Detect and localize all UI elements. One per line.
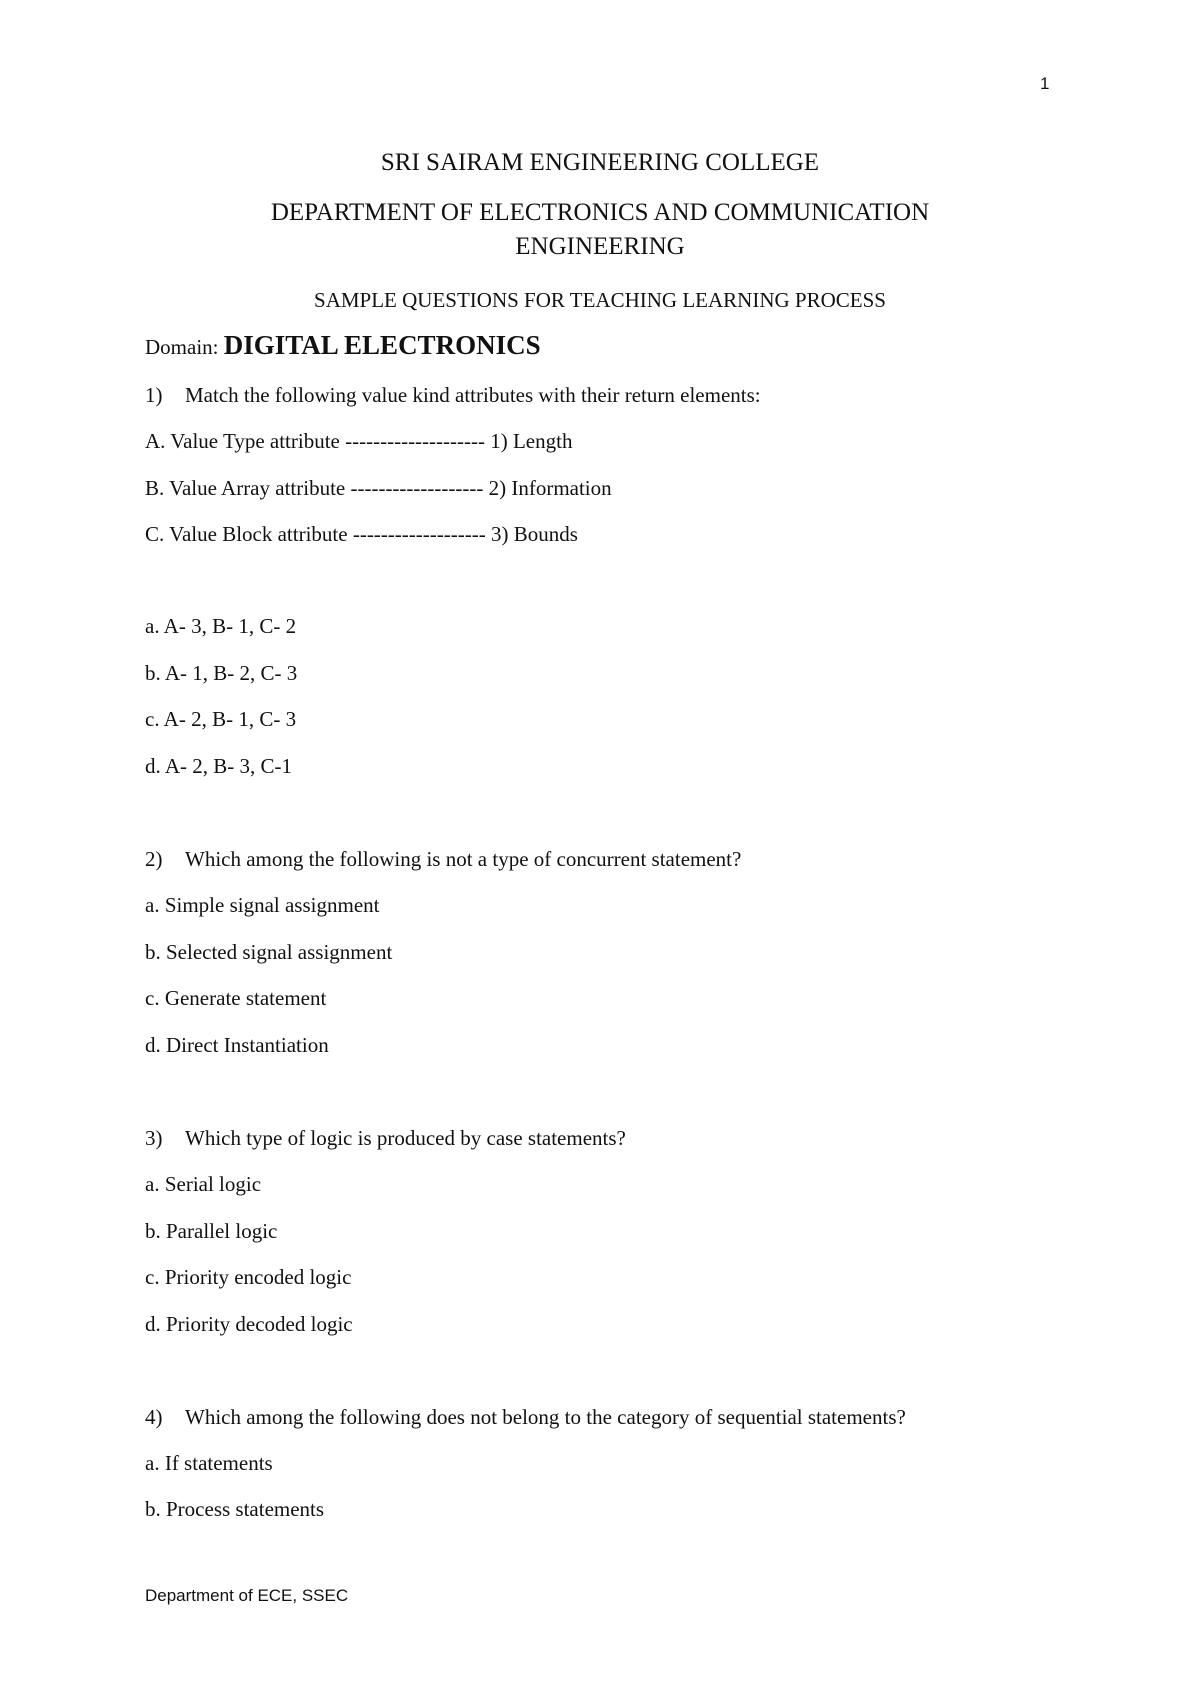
question-text: Which among the following is not a type of concurrent statement? xyxy=(185,847,742,871)
domain-label: Domain: xyxy=(145,335,219,359)
question-4 xyxy=(145,1405,906,1430)
page-footer: Department of ECE, SSEC xyxy=(145,1586,349,1605)
document-subtitle: SAMPLE QUESTIONS FOR TEACHING LEARNING PROCESS xyxy=(314,288,886,312)
question-number: 2) xyxy=(145,847,163,871)
option-c: c. Priority encoded logic xyxy=(145,1265,352,1289)
question-2 xyxy=(145,847,741,872)
department-title-line2: ENGINEERING xyxy=(515,233,685,260)
question-text: Match the following value kind attributes with their return elements: xyxy=(185,383,761,407)
question-text: Which type of logic is produced by case statements? xyxy=(185,1126,626,1150)
option-d: d. Direct Instantiation xyxy=(145,1033,329,1057)
option-b: b. Parallel logic xyxy=(145,1219,278,1243)
option-c: c. Generate statement xyxy=(145,986,327,1010)
domain-value: DIGITAL ELECTRONICS xyxy=(223,330,541,360)
question-1 xyxy=(145,383,761,408)
question-number: 4) xyxy=(145,1405,163,1429)
option-a: a. Simple signal assignment xyxy=(145,893,380,917)
match-row-c: C. Value Block attribute ------------------- 3) Bounds xyxy=(145,522,578,546)
option-a: a. Serial logic xyxy=(145,1172,262,1196)
question-3 xyxy=(145,1126,626,1151)
match-row-b: B. Value Array attribute ------------------- 2) Information xyxy=(145,476,612,500)
option-d: d. Priority decoded logic xyxy=(145,1312,353,1336)
option-b: b. Selected signal assignment xyxy=(145,940,393,964)
option-c: c. A- 2, B- 1, C- 3 xyxy=(145,707,297,731)
question-text: Which among the following does not belong to the category of sequential statements? xyxy=(185,1405,906,1429)
option-a: a. If statements xyxy=(145,1451,273,1475)
question-number: 1) xyxy=(145,383,163,407)
option-a: a. A- 3, B- 1, C- 2 xyxy=(145,614,297,638)
question-number: 3) xyxy=(145,1126,163,1150)
department-title-line1: DEPARTMENT OF ELECTRONICS AND COMMUNICATION xyxy=(270,199,930,226)
college-title: SRI SAIRAM ENGINEERING COLLEGE xyxy=(380,149,820,176)
option-d: d. A- 2, B- 3, C-1 xyxy=(145,754,292,778)
option-b: b. A- 1, B- 2, C- 3 xyxy=(145,661,298,685)
department-title xyxy=(0,196,1200,264)
match-row-a: A. Value Type attribute -------------------- 1) Length xyxy=(145,429,573,453)
page-number: 1 xyxy=(1040,74,1050,93)
domain-line xyxy=(145,330,541,361)
option-b: b. Process statements xyxy=(145,1497,325,1521)
